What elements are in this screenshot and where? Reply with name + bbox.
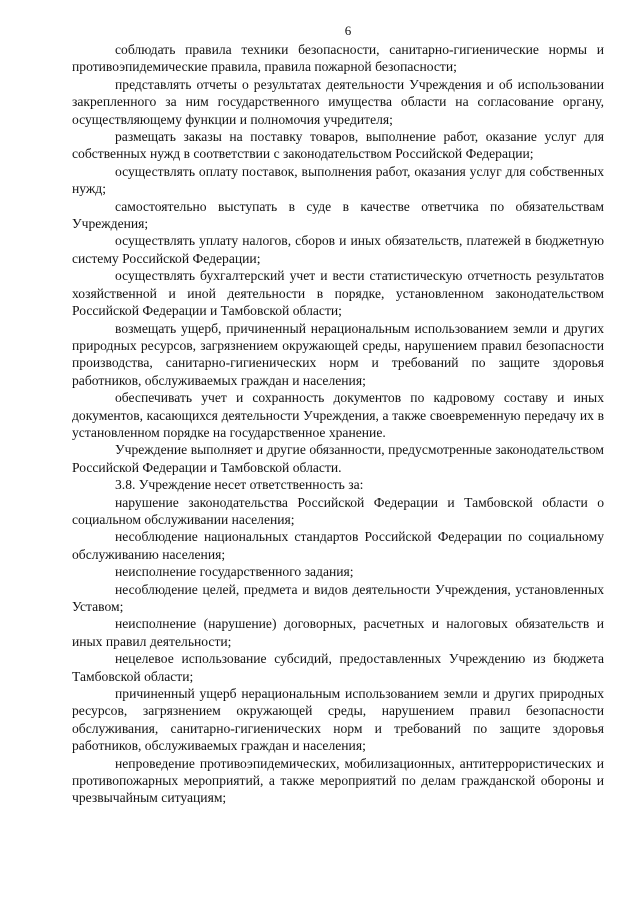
paragraph: осуществлять уплату налогов, сборов и иных обязательств, платежей в бюджетную систему Российской Федерации;	[72, 233, 604, 266]
paragraph: непроведение противоэпидемических, мобилизационных, антитеррористических и противопожарных мероприятий, а также мероприятий по делам гражданской обороны и чрезвычайным ситуациям;	[72, 755, 604, 806]
paragraph: нецелевое использование субсидий, предоставленных Учреждению из бюджета Тамбовской области;	[72, 651, 604, 684]
paragraph: осуществлять оплату поставок, выполнения работ, оказания услуг для собственных нужд;	[72, 163, 604, 197]
section-heading-3-8: 3.8. Учреждение несет ответственность за:	[115, 477, 364, 493]
page-number: 6	[344, 23, 352, 38]
paragraph: обеспечивать учет и сохранность документов по кадровому составу и иных документов, касающихся деятельности Учреждения, а также своевременную передачу их в установленном порядке на государственное хранение.	[72, 390, 604, 440]
paragraph: неисполнение (нарушение) договорных, расчетных и налоговых обязательств и иных правил деятельности;	[72, 616, 604, 649]
paragraph: нарушение законодательства Российской Федерации и Тамбовской области о социальном обслуживании населения;	[72, 494, 604, 527]
paragraph: Учреждение выполняет и другие обязанности, предусмотренные законодательством Российской Федерации и Тамбовской области.	[72, 442, 604, 475]
paragraph: представлять отчеты о результатах деятельности Учреждения и об использовании закрепленного за ним государственного имущества области на согласование органу, осуществляющему функции и полномочия учредителя;	[72, 76, 604, 127]
paragraph: осуществлять бухгалтерский учет и вести статистическую отчетность результатов хозяйственной и иной деятельности в порядке, установленном законодательством Российской Федерации и Тамбовской области;	[72, 268, 604, 319]
document-body	[72, 41, 604, 807]
paragraph: неисполнение государственного задания;	[115, 564, 354, 580]
paragraph: самостоятельно выступать в суде в качестве ответчика по обязательствам Учреждения;	[72, 198, 604, 232]
paragraph: несоблюдение национальных стандартов Российской Федерации по социальному обслуживанию населения;	[72, 529, 604, 562]
paragraph: несоблюдение целей, предмета и видов деятельности Учреждения, установленных Уставом;	[72, 581, 604, 614]
paragraph: возмещать ущерб, причиненный нерациональным использованием земли и других природных ресурсов, загрязнением окружающей среды, нарушением правил безопасности производства, санитарно-гигиенических норм и требований по защите здоровья работников, обслуживаемых граждан и населения;	[72, 320, 604, 388]
paragraph: причиненный ущерб нерациональным использованием земли и других природных ресурсов, загрязнением окружающей среды, нарушением правил безопасности обслуживания, санитарно-гигиенических норм и требований по защите здоровья работников, обслуживаемых граждан и населения;	[72, 686, 604, 754]
paragraph: соблюдать правила техники безопасности, санитарно-гигиенические нормы и противоэпидемические правила, правила пожарной безопасности;	[72, 42, 604, 75]
paragraph: размещать заказы на поставку товаров, выполнение работ, оказание услуг для собственных нужд в соответствии с законодательством Российской Федерации;	[72, 129, 604, 162]
